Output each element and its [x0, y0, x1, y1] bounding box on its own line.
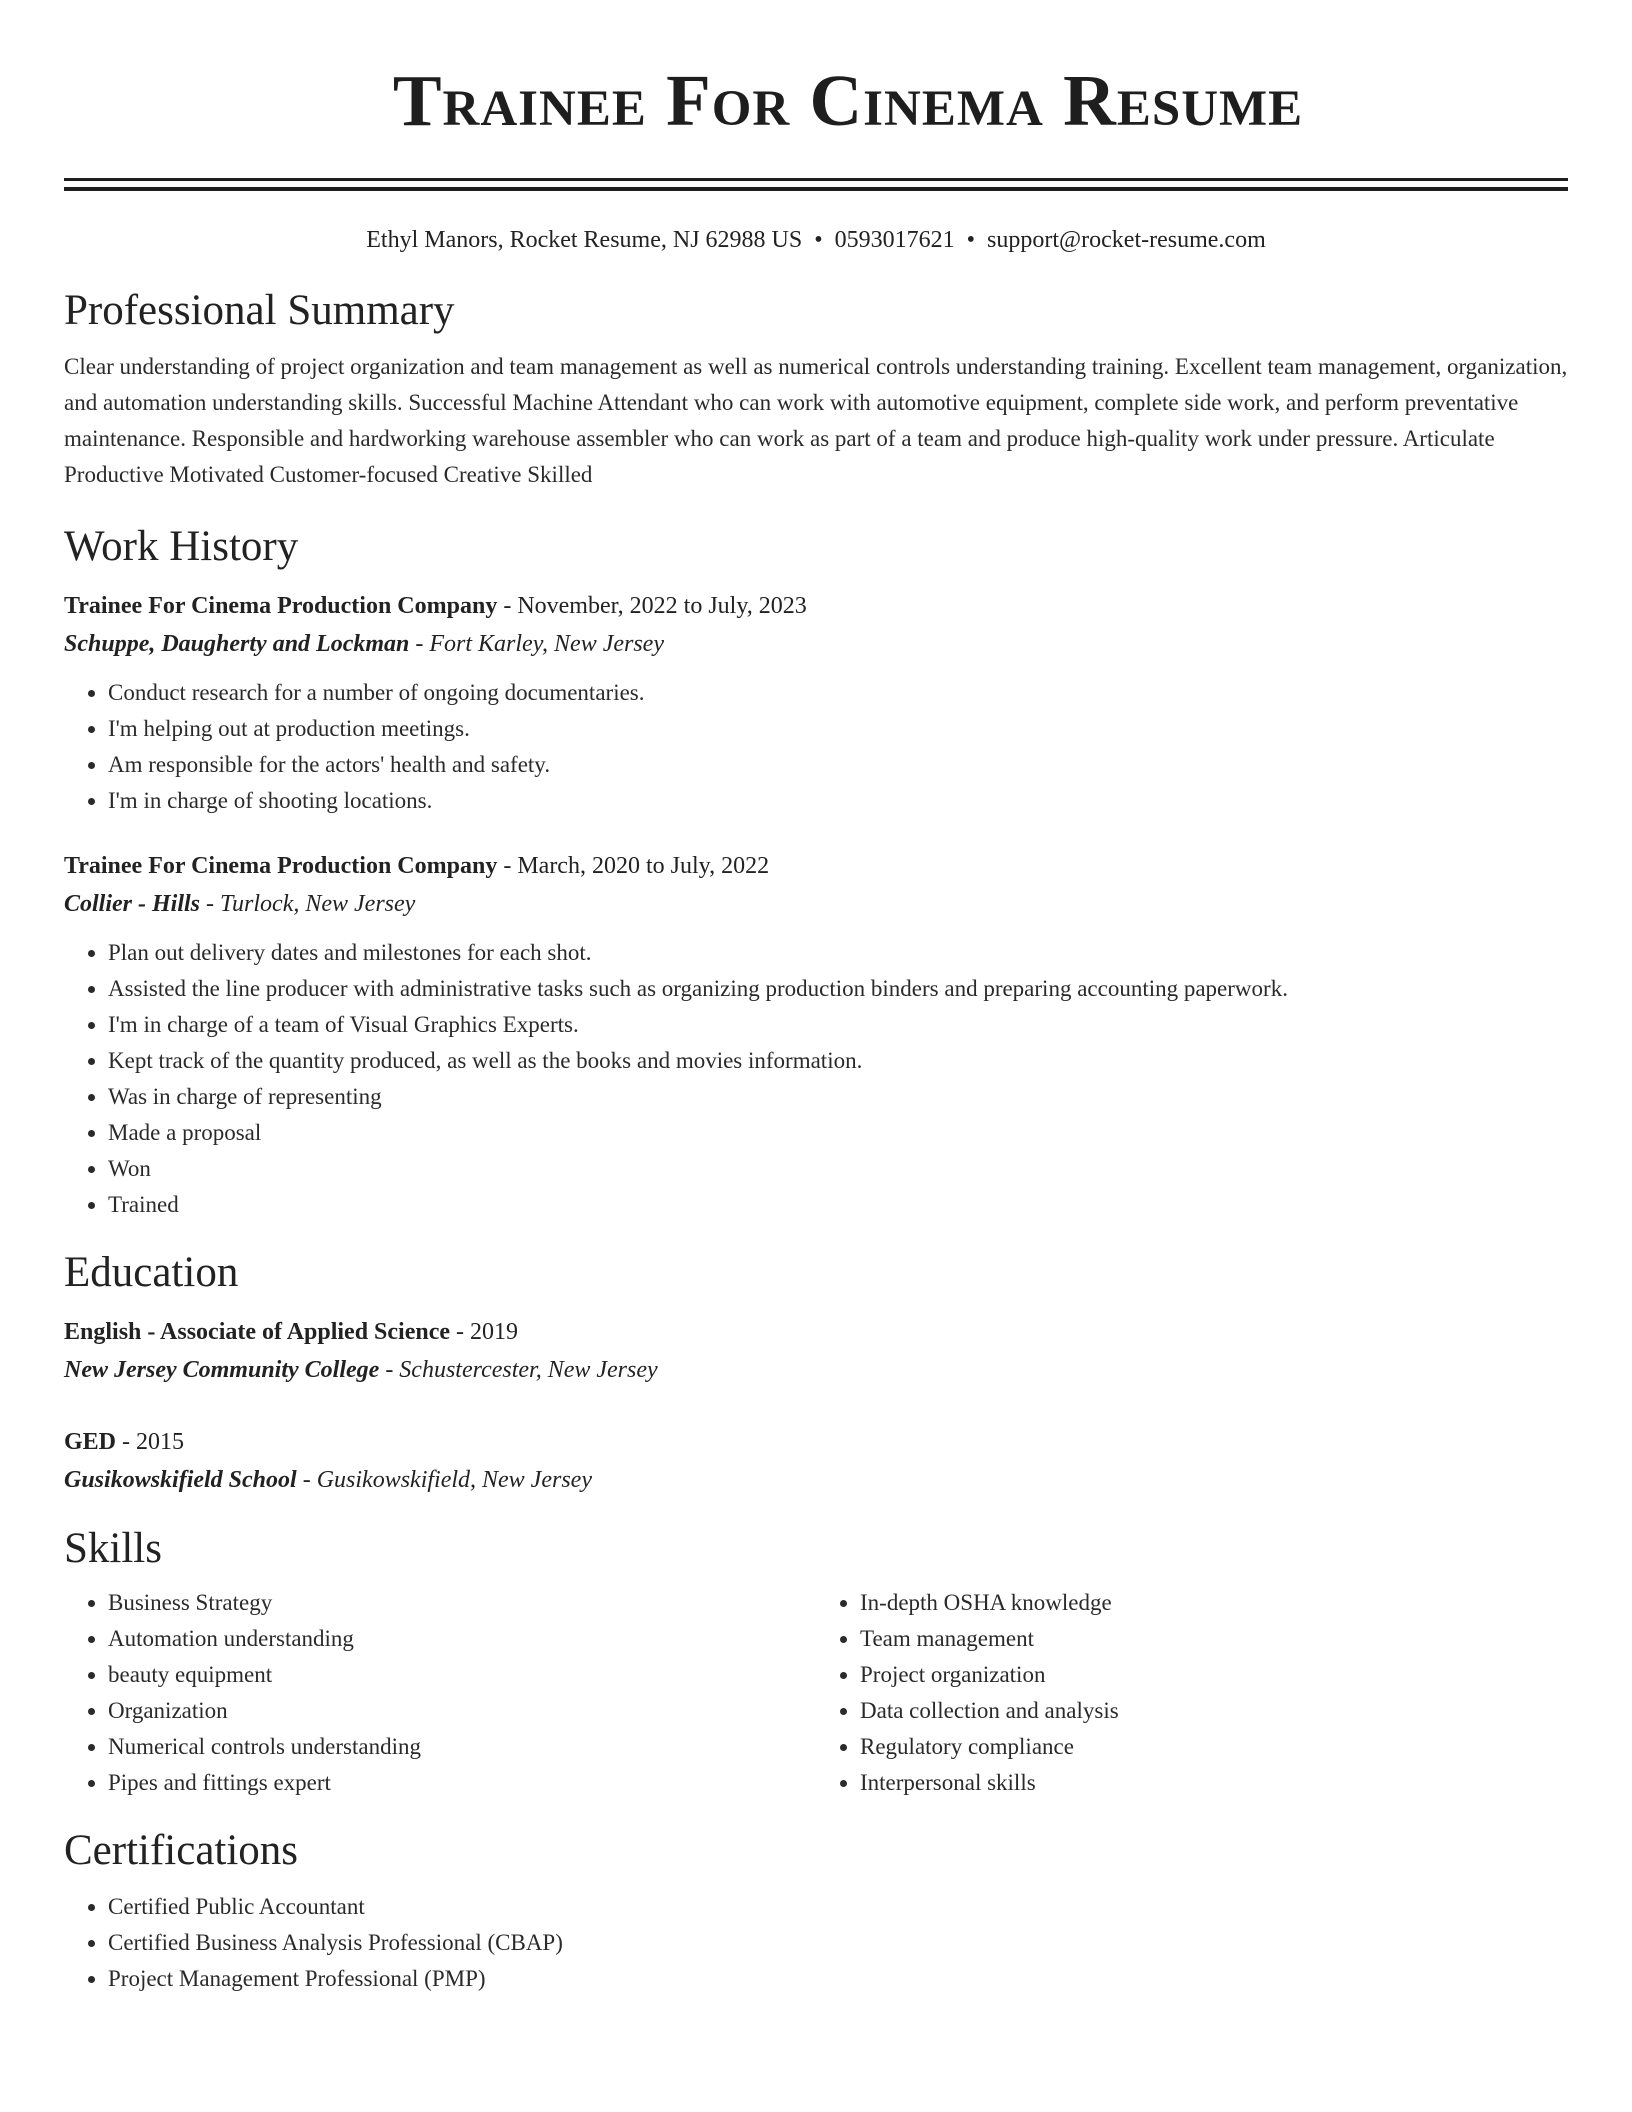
skill-item: • beauty equipment — [108, 1657, 816, 1693]
certifications-section — [64, 1825, 1632, 1997]
summary-text: Clear understanding of project organization and team management as well as numerical controls understanding training. Excellent team management, organization, and automation understanding skills. Successful Machine Attendant who can work with automotive equipment, complete side work, and perform preventative maintenance. Responsible and hardworking warehouse assembler who can work as part of a team and produce high-quality work under pressure. Articulate Productive Motivated Customer-focused Creative Skilled — [64, 354, 1568, 487]
skills-heading: Skills — [64, 1525, 162, 1572]
skill-item: • Numerical controls understanding — [108, 1729, 816, 1765]
job-bullet: • Conduct research for a number of ongoing documentaries. — [108, 675, 1632, 711]
certifications-heading: Certifications — [64, 1827, 299, 1874]
job-bullet: • Won — [108, 1151, 1632, 1187]
job-company: Collier - Hills — [64, 891, 201, 917]
job-title-line — [64, 847, 1632, 885]
school-line — [64, 1461, 1632, 1499]
skill-item: • Regulatory compliance — [860, 1729, 1568, 1765]
job-bullet: • I'm in charge of shooting locations. — [108, 783, 1632, 819]
contact-separator: • — [814, 227, 823, 253]
school-location: - Schustercester, New Jersey — [379, 1357, 658, 1383]
job-title: Trainee For Cinema Production Company — [64, 853, 498, 879]
degree-year: - 2015 — [116, 1429, 185, 1455]
school-location: - Gusikowskifield, New Jersey — [296, 1467, 592, 1493]
school: Gusikowskifield School — [64, 1467, 297, 1493]
contact-phone: 0593017621 — [834, 227, 955, 253]
certification-item: • Certified Public Accountant — [108, 1889, 1632, 1925]
certification-item: • Project Management Professional (PMP) — [108, 1961, 1632, 1997]
job-bullet: • Made a proposal — [108, 1115, 1632, 1151]
job-bullet: • I'm in charge of a team of Visual Graphics Experts. — [108, 1007, 1632, 1043]
job-bullets — [64, 935, 1632, 1223]
job-title-line — [64, 587, 1632, 625]
skill-item: • In-depth OSHA knowledge — [860, 1585, 1568, 1621]
job-company: Schuppe, Daugherty and Lockman — [64, 631, 410, 657]
skill-item: • Team management — [860, 1621, 1568, 1657]
job-bullet: • Am responsible for the actors' health and safety. — [108, 747, 1632, 783]
degree-line — [64, 1313, 1632, 1351]
job-bullet: • Kept track of the quantity produced, as well as the books and movies information. — [108, 1043, 1632, 1079]
skill-item: • Pipes and fittings expert — [108, 1765, 816, 1801]
title-divider-top — [64, 178, 1568, 181]
job-location: - Fort Karley, New Jersey — [409, 631, 664, 657]
title-divider-bottom — [64, 187, 1568, 191]
job-bullet: • Assisted the line producer with administrative tasks such as organizing production binders and preparing accounting paperwork. — [108, 971, 1632, 1007]
contact-separator: • — [966, 227, 976, 253]
contact-email: support@rocket-resume.com — [987, 227, 1266, 253]
skill-item: • Interpersonal skills — [860, 1765, 1568, 1801]
certification-item: • Certified Business Analysis Professional (CBAP) — [108, 1925, 1632, 1961]
skills-section — [64, 1523, 1632, 1801]
job-company-line — [64, 625, 1632, 663]
job-bullet: • I'm helping out at production meetings. — [108, 711, 1632, 747]
skills-list-left — [64, 1585, 816, 1801]
skills-list-right — [816, 1585, 1568, 1801]
work-history-heading: Work History — [64, 523, 299, 570]
skill-item: • Automation understanding — [108, 1621, 816, 1657]
job-location: - Turlock, New Jersey — [200, 891, 416, 917]
job-dates: - November, 2022 to July, 2023 — [497, 593, 807, 619]
education-entry — [64, 1313, 1632, 1389]
school-line — [64, 1351, 1632, 1389]
education-entry — [64, 1423, 1632, 1499]
job-bullet: • Was in charge of representing — [108, 1079, 1632, 1115]
degree-line — [64, 1423, 1632, 1461]
education-heading: Education — [64, 1249, 239, 1296]
resume-page — [64, 0, 1632, 1997]
degree-year: - 2019 — [450, 1319, 519, 1345]
work-history-section — [64, 521, 1632, 1223]
job-entry — [64, 587, 1632, 819]
job-bullet: • Trained — [108, 1187, 1632, 1223]
job-company-line — [64, 885, 1632, 923]
certifications-list — [64, 1889, 1632, 1997]
job-dates: - March, 2020 to July, 2022 — [497, 853, 770, 879]
contact-address: Ethyl Manors, Rocket Resume, NJ 62988 US — [366, 227, 803, 253]
job-title: Trainee For Cinema Production Company — [64, 593, 498, 619]
summary-heading: Professional Summary — [64, 287, 455, 334]
school: New Jersey Community College — [64, 1357, 380, 1383]
job-bullet: • Plan out delivery dates and milestones for each shot. — [108, 935, 1632, 971]
skill-item: • Data collection and analysis — [860, 1693, 1568, 1729]
skills-columns — [64, 1575, 1568, 1801]
contact-line — [64, 225, 1568, 255]
job-bullets — [64, 675, 1632, 819]
skill-item: • Organization — [108, 1693, 816, 1729]
degree: GED — [64, 1429, 117, 1455]
resume-title: Trainee For Cinema Resume — [392, 60, 1304, 141]
skill-item: • Business Strategy — [108, 1585, 816, 1621]
skill-item: • Project organization — [860, 1657, 1568, 1693]
job-entry — [64, 847, 1632, 1223]
summary-section — [64, 285, 1632, 493]
education-section — [64, 1247, 1632, 1499]
degree: English - Associate of Applied Science — [64, 1319, 451, 1345]
